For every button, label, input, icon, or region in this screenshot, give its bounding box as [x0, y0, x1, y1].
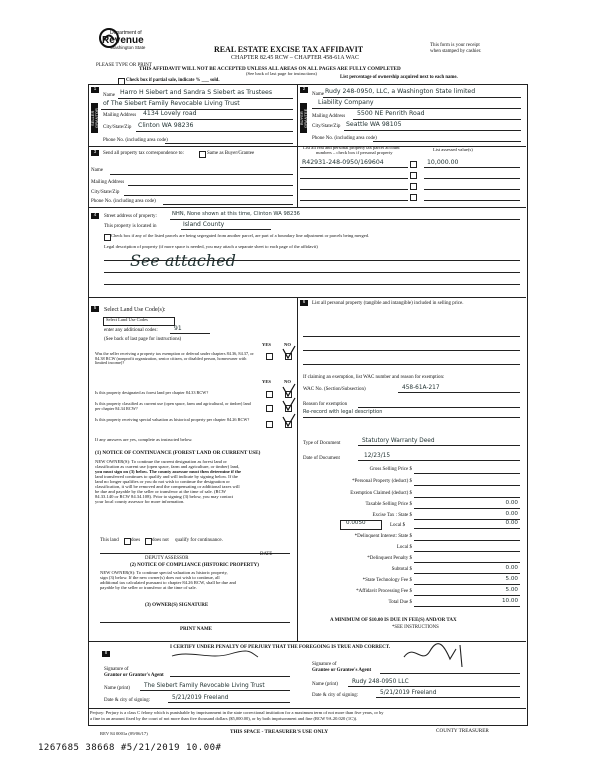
- seller-city-value[interactable]: Clinton WA 98236: [138, 122, 194, 129]
- exemption-claim-label: If claiming an exemption, list WAC number and reason for exemption:: [303, 375, 445, 380]
- see-back-note: (See back of last page for instructions): [246, 71, 317, 76]
- historic-line: sign (3) below. If the new owner(s) does not wish to continue, all: [100, 575, 220, 581]
- continuance-line: land no longer qualifies or you do not wish to continue the designation or: [95, 479, 230, 485]
- land-does-checkbox[interactable]: [124, 538, 131, 545]
- q3-no-check-mark-icon: [282, 397, 296, 411]
- seller-city-rule: [136, 131, 293, 132]
- certify-statement: I CERTIFY UNDER PENALTY OF PERJURY THAT THE FOREGOING IS TRUE AND CORRECT.: [170, 645, 391, 650]
- sec3-phone-label: Phone No. (including area code): [91, 199, 156, 204]
- buyer-vertical-label: BUYER GRANTEE: [300, 103, 307, 133]
- wac-rule: [398, 392, 520, 393]
- seller-city-label: City/State/Zip: [103, 125, 132, 130]
- grantee-name-label: Name (print): [312, 682, 338, 687]
- street-address-label: Street address of property:: [104, 214, 157, 219]
- doc-date-label: Date of Document: [303, 456, 340, 461]
- buyer-phone-label: Phone No. (including area code): [312, 136, 377, 141]
- additional-codes-label: enter any additional codes:: [104, 328, 158, 333]
- street-address-value[interactable]: NHN, None shown at this time, Clinton WA 98236: [172, 211, 300, 217]
- deputy-assessor-label: DEPUTY ASSESSOR: [145, 556, 189, 561]
- assessed-rule-2: [424, 178, 520, 179]
- total-due-label: Total Due $: [388, 600, 412, 605]
- section-6-number: 6: [300, 300, 308, 306]
- taxable-price-label: Taxable Selling Price $: [365, 502, 412, 507]
- section-1-number: 1: [91, 87, 99, 93]
- grantee-sig-rule: [380, 673, 520, 674]
- dept-line3: Washington State: [110, 45, 146, 50]
- perjury-line-2: a fine in an amount fixed by the court of not more than five thousand dollars ($5,000.00), or by both imprisonment and fine (RCW 9A.20.020 (1C)).: [90, 716, 358, 721]
- receipt-line1: This form is your receipt: [430, 43, 480, 48]
- tech-fee-value[interactable]: 5.00: [505, 576, 518, 582]
- local-rule: [414, 528, 520, 529]
- assessed-rule-3: [424, 189, 520, 190]
- delinquent-local-label: Local $: [396, 545, 412, 550]
- form-title: REAL ESTATE EXCISE TAX AFFIDAVIT: [214, 45, 364, 54]
- sec3-mail-label: Mailing Address: [91, 180, 125, 185]
- seller-name-line1[interactable]: Harro H Siebert and Sandra S Siebert as Trustees: [120, 89, 273, 96]
- doc-type-rule: [358, 445, 520, 446]
- reason-label: Reason for exemption: [303, 402, 348, 407]
- grantee-date-value[interactable]: 5/21/2019 Freeland: [380, 690, 437, 696]
- parcel-header-2: numbers – check box if personal property: [316, 150, 393, 155]
- doc-date-rule: [358, 460, 520, 461]
- center-divider-mid: [297, 297, 298, 641]
- grantor-sig-label-1: Signature of: [104, 667, 129, 672]
- buyer-city-value[interactable]: Seattle WA 98105: [346, 121, 402, 128]
- continuance-line: you must sign on (3) below. The county assessor must then determine if the: [95, 469, 242, 475]
- buyer-city-label: City/State/Zip: [312, 124, 341, 129]
- q2-no-check-mark-icon: [282, 383, 296, 397]
- send-correspondence-label: Send all property tax correspondence to:: [103, 151, 184, 156]
- sec3-phone-rule: [163, 204, 293, 205]
- revision-label: REV 84 0001a (09/06/17): [100, 731, 148, 736]
- buyer-name-label: Name: [312, 92, 324, 97]
- personal-deduct-rule: [414, 485, 520, 486]
- land-does-not-checkbox[interactable]: [145, 538, 152, 545]
- assessed-header: List assessed value(s): [433, 147, 473, 152]
- affidavit-fee-rule: [414, 595, 520, 596]
- personal-deduct-label: *Personal Property (deduct) $: [352, 479, 412, 484]
- parcel-number[interactable]: R42931-248-0950/169604: [302, 159, 384, 166]
- total-due-value[interactable]: 10.00: [501, 598, 518, 604]
- land-use-title: Select Land Use Code(s):: [104, 307, 166, 313]
- see-attached-text[interactable]: See attached: [130, 251, 236, 270]
- notice-line: THIS AFFIDAVIT WILL NOT BE ACCEPTED UNLESS ALL AREAS ON ALL PAGES ARE FULLY COMPLETED: [139, 66, 401, 72]
- q1-yes-checkbox[interactable]: [266, 353, 273, 360]
- parcel-header-1: List all real and personal property tax parcel account: [303, 145, 400, 150]
- land-use-select-label: Select Land Use Codes: [106, 317, 148, 322]
- parcel-col-divider: [297, 147, 298, 207]
- dept-line1: Department of: [110, 30, 142, 36]
- buyer-name-line2[interactable]: Liability Company: [318, 99, 374, 106]
- buyer-phone-rule: [373, 141, 521, 142]
- personal-property-title: List all personal property (tangible and intangible) included in selling price.: [312, 301, 464, 306]
- q4-yes-checkbox[interactable]: [266, 421, 273, 428]
- parcel-rule-1: [300, 167, 408, 168]
- tech-fee-label: *State Technology Fee $: [362, 578, 412, 583]
- doc-type-value[interactable]: Statutory Warranty Deed: [362, 438, 435, 444]
- rule-after-sec3: [88, 207, 526, 208]
- grantee-name-value[interactable]: Rudy 248-0950 LLC: [352, 679, 409, 685]
- section-3-number: 3: [91, 150, 99, 156]
- assessed-rule-1: [424, 167, 520, 168]
- grantor-date-value[interactable]: 5/21/2019 Freeland: [172, 695, 229, 701]
- personal-prop-rule-1: [303, 336, 520, 337]
- seller-phone-rule: [165, 143, 293, 144]
- located-label: This property is located in: [104, 224, 157, 229]
- seller-mail-label: Mailing Address: [103, 113, 137, 118]
- form-chapter: CHAPTER 82.45 RCW – CHAPTER 458-61A WAC: [231, 55, 359, 61]
- rule-after-sec4: [88, 297, 526, 298]
- exemption-deduct-label: Exemption Claimed (deduct) $: [350, 491, 412, 496]
- buyer-mail-value[interactable]: 5500 NE Penrith Road: [357, 110, 425, 117]
- continuance-line: be due and payable by the seller or transferor at the time of sale. (RCW: [95, 489, 227, 495]
- buyer-name-line1[interactable]: Rudy 248-0950, LLC, a Washington State limited: [325, 88, 476, 95]
- signature-scribble-grantor: [170, 648, 260, 662]
- print-name-label: PRINT NAME: [180, 627, 212, 632]
- receipt-line2: when stamped by cashier.: [430, 49, 482, 54]
- historic-line: NEW OWNER(S): To continue special valuation as historic property,: [100, 570, 228, 575]
- seller-name-rule2: [101, 109, 293, 110]
- excise-state-rule: [414, 519, 520, 520]
- continuance-line: land transferred continues to qualify and will indicate by signing below. If the: [95, 474, 238, 480]
- delinquent-state-rule: [414, 540, 520, 541]
- historic-line: payable by the seller or transferor at the time of sale.: [100, 585, 197, 591]
- parcel-rule-3: [300, 189, 408, 190]
- section-4-number: 4: [91, 213, 99, 219]
- reason-value[interactable]: Re-record with legal description: [303, 409, 383, 415]
- continuance-line: NEW OWNER(S): To continue the current designation as forest land or: [95, 459, 227, 464]
- legal-description-label: Legal description of property (if more space is needed, you may attach a separate sheet to each page of the affidavit): [104, 244, 318, 249]
- q3-yes-checkbox[interactable]: [266, 405, 273, 412]
- seller-phone-label: Phone No. (including area code): [103, 138, 168, 143]
- grantee-sig-label-2: Grantee or Grantee's Agent: [312, 668, 372, 673]
- excise-state-value[interactable]: 0.00: [505, 511, 518, 517]
- continuance-title: (1) NOTICE OF CONTINUANCE (FOREST LAND OR CURRENT USE): [95, 450, 261, 456]
- buyer-mail-label: Mailing Address: [312, 114, 346, 119]
- affidavit-fee-label: *Affidavit Processing Fee $: [356, 589, 412, 594]
- sec3-mail-rule: [128, 185, 293, 186]
- continuance-line: classification as current use (open space, farm and agriculture, or timber) land,: [95, 464, 240, 470]
- partial-sale-label: Check box if partial sale, indicate % ___ sold.: [126, 78, 220, 83]
- delinquent-state-label: *Delinquent Interest: State $: [354, 534, 412, 539]
- dept-line2: Revenue: [102, 35, 144, 46]
- subtotal-label: Subtotal $: [391, 567, 412, 572]
- subtotal-value[interactable]: 0.00: [505, 565, 518, 571]
- exemption-deduct-rule: [414, 497, 520, 498]
- land-does-label: does: [131, 538, 141, 543]
- type-or-print: PLEASE TYPE OR PRINT: [96, 63, 152, 68]
- gross-price-label: Gross Selling Price $: [369, 467, 412, 472]
- treasurer-space-label: THIS SPACE - TREASURER'S USE ONLY: [230, 729, 329, 735]
- personal-prop-rule-3: [303, 364, 520, 365]
- penalty-rule: [414, 562, 520, 563]
- personal-property-checkbox-4[interactable]: [410, 194, 417, 201]
- same-as-buyer-label: Same as Buyer/Grantee: [207, 151, 255, 156]
- grantee-date-label: Date & city of signing:: [312, 693, 359, 698]
- section-2-number: 2: [300, 87, 308, 93]
- center-divider-top: [297, 84, 298, 151]
- doc-type-label: Type of Document: [303, 441, 341, 446]
- personal-prop-rule-2: [303, 350, 520, 351]
- exemption-question: Was the seller receiving a property tax exemption or deferral under chapters 84.36, 84.37, or 84.38 RCW (nonprofit organization, senior citizen, or disabled person, homeowner with limited income)?: [95, 351, 254, 365]
- subtotal-rule: [414, 573, 520, 574]
- reason-rule-2: [303, 417, 520, 418]
- delinquent-local-rule: [414, 551, 520, 552]
- grantee-sig-label-1: Signature of: [312, 662, 337, 667]
- legal-rule-2: [104, 272, 520, 273]
- see-instructions-note: *SEE INSTRUCTIONS: [392, 625, 439, 630]
- rule-before-footer: [88, 708, 526, 709]
- buyer-mail-rule: [353, 119, 521, 120]
- additional-codes-value[interactable]: 91: [174, 325, 182, 332]
- current-use-question: Is this property classified as current use (open space, farm and agricultural, or timber) land per chapter 84.34 RCW?: [95, 401, 251, 411]
- county-treasurer-label: COUNTY TREASURER: [436, 728, 489, 734]
- grantee-name-rule: [348, 686, 520, 687]
- grantor-sig-rule: [170, 676, 290, 677]
- sec3-city-label: City/State/Zip: [91, 190, 120, 195]
- this-land-label: This land: [100, 538, 119, 543]
- personal-property-checkbox-1[interactable]: [410, 161, 417, 168]
- gross-rule: [414, 473, 520, 474]
- county-rule: [181, 229, 271, 230]
- section-8-number: 8: [102, 651, 110, 657]
- land-use-see-back: (See back of last page for instructions): [104, 337, 182, 342]
- deputy-date-label: DATE: [260, 552, 273, 557]
- total-rule: [414, 606, 520, 607]
- additional-codes-rule: [170, 333, 210, 334]
- seller-name-line2[interactable]: of The Siebert Family Revocable Living Trust: [103, 100, 240, 107]
- segregated-checkbox[interactable]: [104, 234, 111, 241]
- wac-value[interactable]: 458-61A-217: [402, 385, 440, 391]
- continuance-line: classification, it will be removed and the compensating or additional taxes will: [95, 484, 240, 490]
- buyer-name-rule1: [323, 97, 521, 98]
- yes-header-1: YES: [262, 342, 271, 347]
- segregated-label: Check box if any of the listed parcels are being segregated from another parcel, are part of a boundary line adjustment or parcels being merged.: [111, 233, 370, 238]
- qualify-label: qualify for continuance.: [175, 538, 223, 543]
- parcel-rule-2: [300, 178, 408, 179]
- delinquent-penalty-label: *Delinquent Penalty $: [367, 556, 412, 561]
- seller-name-rule1: [118, 98, 293, 99]
- local-rate-value[interactable]: 0.0050: [346, 520, 366, 526]
- minimum-due-note: A MINIMUM OF $10.00 IS DUE IN FEE(S) AND/OR TAX: [330, 618, 457, 623]
- forest-land-question: Is this property designated as forest land per chapter 84.33 RCW?: [95, 390, 209, 395]
- personal-property-checkbox-2[interactable]: [410, 172, 417, 179]
- ownership-note: List percentage of ownership acquired next to each name.: [340, 75, 458, 80]
- seller-vertical-label: SELLER GRANTOR: [91, 103, 98, 133]
- local-value[interactable]: 0.00: [505, 520, 518, 526]
- wac-label: WAC No. (Section/Subsection): [303, 387, 366, 392]
- grantor-date-label: Date & city of signing:: [104, 698, 151, 703]
- cashier-stamp: 1267685 38668 #5/21/2019 10.00#: [38, 743, 222, 753]
- historic-title: (2) NOTICE OF COMPLIANCE (HISTORIC PROPERTY): [130, 563, 259, 568]
- seller-mail-rule: [140, 119, 293, 120]
- continuance-line: your local county assessor for more information.: [95, 499, 185, 505]
- grantee-date-rule: [376, 697, 520, 698]
- legal-rule-3: [104, 284, 520, 285]
- buyer-name-rule2: [312, 108, 521, 109]
- taxable-rule: [414, 508, 520, 509]
- owner-signature-label: (3) OWNER(S) SIGNATURE: [145, 603, 209, 608]
- street-address-rule: [170, 219, 520, 220]
- if-yes-note: If any answers are yes, complete as instructed below.: [95, 437, 193, 442]
- parcel-rule-4: [300, 200, 408, 201]
- seller-mail-value[interactable]: 4134 Lovely road: [143, 110, 197, 117]
- grantor-sig-label-2: Grantor or Grantor's Agent: [104, 673, 164, 678]
- grantor-name-value[interactable]: The Siebert Family Revocable Living Trust: [144, 683, 265, 689]
- legal-rule-1: [104, 260, 520, 261]
- local-label: Local $: [390, 523, 406, 528]
- same-as-buyer-checkbox[interactable]: [199, 151, 206, 158]
- continuance-line: 84.33.140 or RCW 84.34.108). Prior to signing (3) below, you may contact: [95, 494, 234, 500]
- signature-scribble-grantee: [400, 641, 470, 669]
- owner-signature-rule: [100, 622, 290, 623]
- grantor-name-label: Name (print): [104, 686, 130, 691]
- q4-no-check-mark-icon: [282, 413, 296, 427]
- affidavit-fee-value[interactable]: 5.00: [505, 587, 518, 593]
- section-5-number: 5: [91, 306, 99, 312]
- land-does-not-label: does not: [152, 538, 169, 543]
- tech-fee-rule: [414, 584, 520, 585]
- continuance-body: [95, 459, 295, 504]
- yes-header-2: YES: [262, 379, 271, 384]
- perjury-line-1: Perjury: Perjury is a class C felony which is punishable by imprisonment in the state correctional institution for a maximum term of not more than five years, or by: [90, 710, 384, 715]
- q2-yes-checkbox[interactable]: [266, 391, 273, 398]
- taxable-price-value[interactable]: 0.00: [505, 500, 518, 506]
- no-header-2: NO: [284, 379, 291, 384]
- historic-line: additional tax calculated pursuant to chapter 84.26 RCW, shall be due and: [100, 580, 236, 586]
- sec3-name-rule: [110, 174, 293, 175]
- seller-name-label: Name: [103, 93, 115, 98]
- historic-body: [100, 570, 295, 590]
- grantor-date-rule: [168, 702, 290, 703]
- county-value[interactable]: Island County: [183, 221, 225, 228]
- personal-property-checkbox-3[interactable]: [410, 183, 417, 190]
- no-header-1: NO: [284, 342, 291, 347]
- grantor-name-rule: [140, 690, 290, 691]
- reason-rule: [358, 407, 520, 408]
- sec3-city-rule: [124, 195, 293, 196]
- doc-date-value[interactable]: 12/23/15: [364, 453, 391, 459]
- buyer-city-rule: [344, 130, 521, 131]
- assessed-rule-4: [424, 200, 520, 201]
- historical-question: Is this property receiving special valuation as historical property per chapter 84.26 RCW?: [95, 417, 250, 422]
- assessed-value[interactable]: 10,000.00: [427, 159, 459, 166]
- excise-state-label: Excise Tax : State $: [372, 513, 412, 518]
- sec3-name-label: Name: [91, 168, 103, 173]
